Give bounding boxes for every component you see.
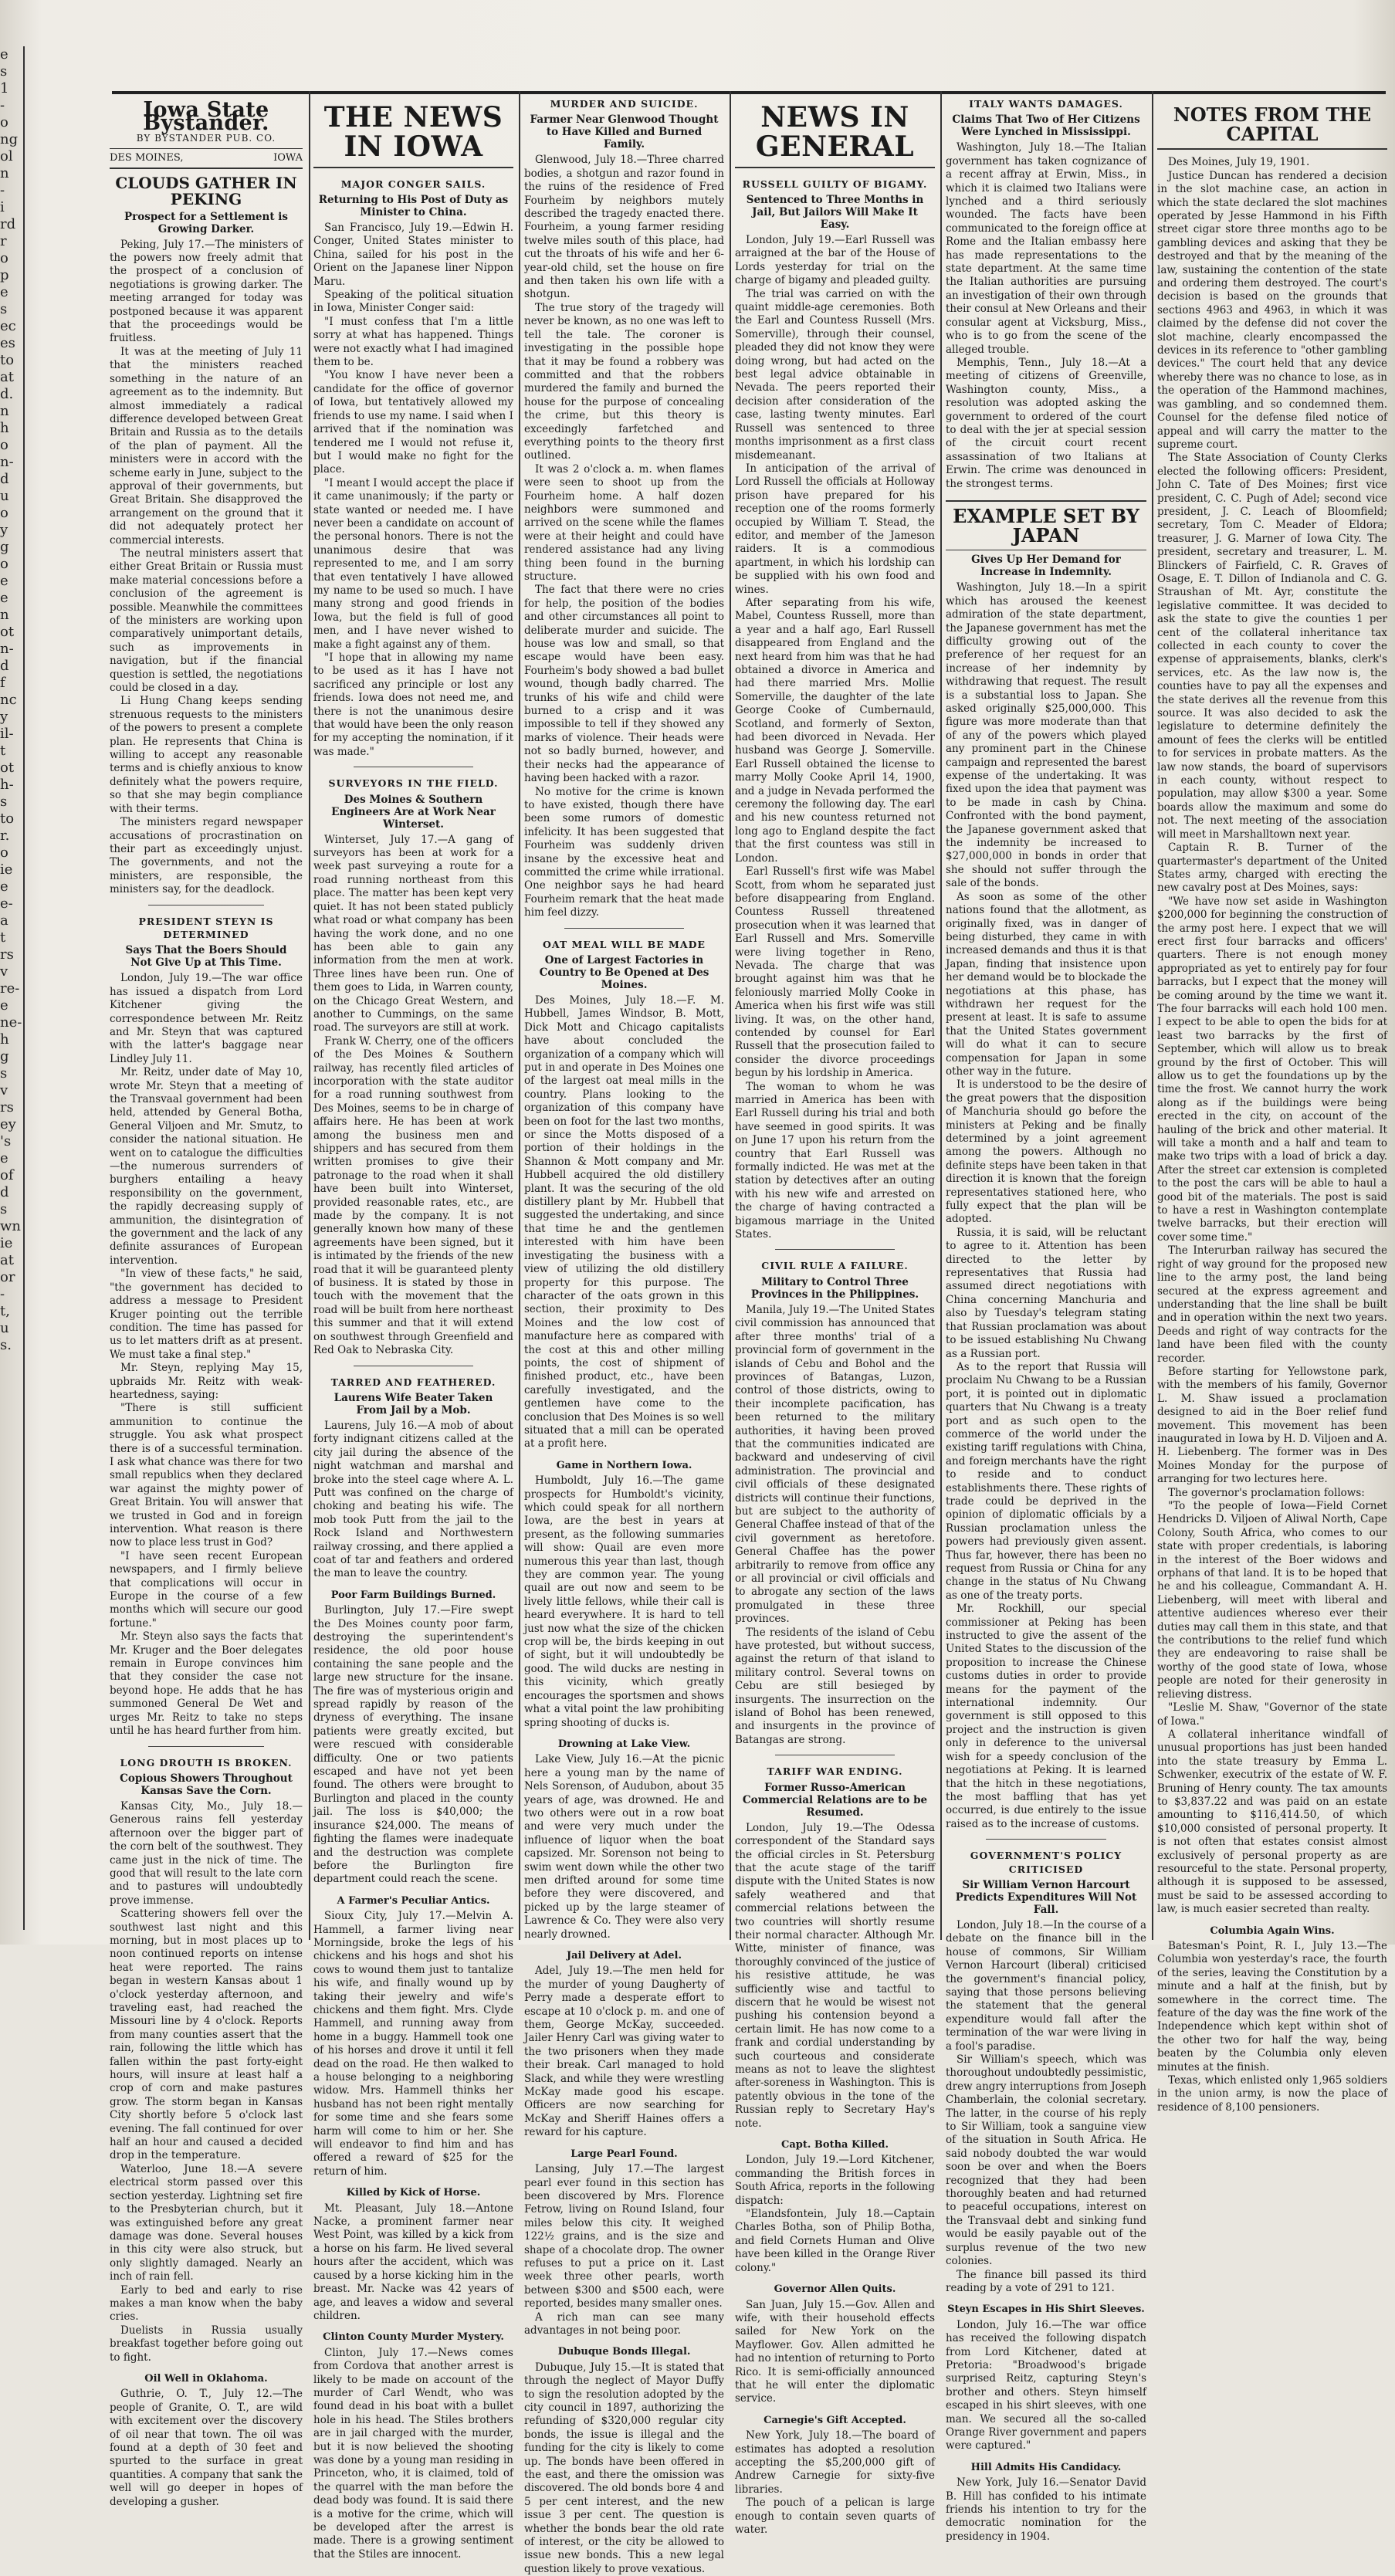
- paragraph: Washington, July 18.—The Italian government has taken cognizance of a recent affray at Erwin, Miss., in which it is claimed two Italians were lynched and a third seriously wounded. The facts have been communicated to the foreign office at Rome and the Italian embassy here has made representations to the state department. At the same time the Italian authorities are pursuing an investigation of their own through their consul at New Orleans and their consular agent at Vicksburg, Miss., who is to go from the scene of the alleged trouble.: [946, 141, 1146, 356]
- edge-fragment: g: [0, 1048, 9, 1065]
- paragraph: Before starting for Yellowstone park, with the members of his family, Governor L. M. Shaw issued a proclamation designed to aid in the Boer relief fund movement. This movement has been inaugurated in Iowa by H. D. Viljoen and A. H. Liebenberg. The former was in Des Moines Monday for the purpose of arranging for two lectures here.: [1157, 1365, 1387, 1486]
- edge-fragment: -: [0, 1286, 5, 1302]
- edge-fragment: n: [0, 165, 9, 181]
- edge-fragment: to: [0, 811, 15, 827]
- headline: MAJOR CONGER SAILS.: [340, 178, 486, 190]
- headline: MURDER AND SUICIDE.: [550, 98, 699, 110]
- headline: Large Pearl Found.: [571, 2148, 678, 2160]
- article-body: [735, 234, 935, 1241]
- paragraph: A rich man can see many advantages in not being poor.: [524, 2310, 724, 2337]
- article-body: [1157, 156, 1387, 1916]
- edge-fragment: rs: [0, 946, 14, 963]
- column-rule: [940, 91, 942, 1940]
- paragraph: Mr. Reitz, under date of May 10, wrote Mr. Steyn that a meeting of the Transvaal government had been held, attended by General Botha, General Viljoen and Mr. Smutz, to consider the national situation. He went on to catalogue the difficulties—the numerous surrenders of burghers entailing a heavy responsibility on the government, the rapidly decreasing supply of ammunition, the disintegration of the government and the lack of any definite assurances of European intervention.: [110, 1066, 303, 1267]
- subhead: Prospect for a Settlement is Growing Darker.: [124, 210, 288, 235]
- divider: [148, 1746, 264, 1747]
- paragraph: "I meant I would accept the place if it came unanimously; if the party or state wanted or needed me. I have never been a candidate on account of the personal honors. There is not the unanimous desire that was represented to me, and I am sorry that even tentatively I have allowed my name to be used so much. I have many strong and good friends in Iowa, but the field is full of good men, and I have never wished to make a fight against any of them.: [313, 476, 513, 651]
- paragraph: It is understood to be the desire of the great powers that the disposition of Manchuria should go before the ministers at Peking and be finally determined by a joint agreement among the powers. Although no definite steps have been taken in that direction it is known that the foreign representatives stationed here, who fully expect that the plan will be adopted.: [946, 1078, 1146, 1226]
- paragraph: Early to bed and early to rise makes a man know when the baby cries.: [110, 2283, 303, 2324]
- headline: Clinton County Murder Mystery.: [323, 2331, 504, 2344]
- column-rule: [730, 91, 731, 1940]
- headline: Steyn Escapes in His Shirt Sleeves.: [947, 2304, 1145, 2316]
- paragraph: As soon as some of the other nations found that the allotment, as originally fixed, was in danger of being disturbed, they came in with increased demands and thus it is that Japan, finding that insistence upon her demand would be to blockade the negotiations at this phase, has withdrawn her request for the present at least. It is safe to assume that the United States government will do what it can to secure compensation for Japan in some other way in the future.: [946, 890, 1146, 1078]
- edge-fragment: a: [0, 912, 8, 929]
- paragraph: London, July 19.—The war office has issued a dispatch from Lord Kitchener giving the correspondence between Mr. Reitz and Mr. Steyn that was captured with the latter's baggage near Lindley July 11.: [110, 972, 303, 1065]
- subhead: Military to Control Three Provinces in the Philippines.: [750, 1275, 919, 1301]
- article-body: [313, 1420, 513, 1581]
- paragraph: Li Hung Chang keeps sending strenuous requests to the ministers of the powers to present a complete plan. He represents that China is willing to accept any reasonable terms and is chiefly anxious to know definitely what the powers require, so that she may begin compliance with their terms.: [110, 695, 303, 815]
- paragraph: Memphis, Tenn., July 18.—At a meeting of citizens of Greenville, Washington county, Miss., a resolution was adopted asking the government to ordered of the court to deal with the jer at special session of the circuit court recent assassination of two Italians at Erwin. The crime was denounced in the strongest terms.: [946, 356, 1146, 490]
- paragraph: Lansing, July 17.—The largest pearl ever found in this section has been discovered by Mrs. Florence Fetrow, living on Round Island, four miles below this city. It weighed 122½ grains, and is the size and shape of a chocolate drop. The owner refuses to put a price on it. Last week three other pearls, worth between $300 and $500 each, were reported, besides many smaller ones.: [524, 2163, 724, 2310]
- paragraph: Texas, which enlisted only 1,965 soldiers in the union army, is now the place of residence of 8,100 pensioners.: [1157, 2074, 1387, 2114]
- article-body: [313, 834, 513, 1358]
- headline: Columbia Again Wins.: [1210, 1924, 1335, 1937]
- paragraph: Mt. Pleasant, July 18.—Antone Nacke, a prominent farmer near West Point, was killed by a kick from a horse on his farm. He lived several hours after the accident, which was caused by a horse kicking him in the breast. Mr. Nacke was 42 years of age, and leaves a widow and several children.: [313, 2202, 513, 2322]
- edge-fragment: t,: [0, 1303, 10, 1319]
- subhead: One of Largest Factories in Country to Be Opened at Des Moines.: [539, 953, 709, 991]
- headline: SURVEYORS IN THE FIELD.: [328, 777, 499, 790]
- paragraph: Burlington, July 17.—Fire swept the Des Moines county poor farm, destroying the superintendent's residence, the old poor house containing the sane people and the large new structure for the insane. The fire was of mysterious origin and spread rapidly by reason of the dryness of everything. The insane patients were greatly excited, but were rescued with considerable difficulty. One or two patients escaped and have not yet been found. The others were brought to Burlington and placed in the county jail. The loss is $40,000; the insurance $24,000. The means of fighting the flames were inadequate and the destruction was complete before the Burlington fire department could reach the scene.: [313, 1604, 513, 1886]
- paragraph: The true story of the tragedy will never be known, as no one was left to tell the tale. The coroner is investigating in the possible hope that it may be found a robbery was committed and that the robbers murdered the family and burned the house for the purpose of concealing the crime, but this theory is exceedingly farfetched and everything points to the theory first outlined.: [524, 301, 724, 462]
- paragraph: The ministers regard newspaper accusations of procrastination on their part as exceedingly unjust. The governments, and not the ministers, are responsible, the ministers say, for the deadlock.: [110, 816, 303, 896]
- edge-fragment: rs: [0, 1099, 14, 1115]
- headline: LONG DROUTH IS BROKEN.: [120, 1756, 293, 1769]
- edge-fragment: e: [0, 46, 8, 63]
- headline: RUSSELL GUILTY OF BIGAMY.: [742, 178, 928, 190]
- paragraph: New York, July 18.—The board of estimates has adopted a resolution accepting the $5,200,000 gift of Andrew Carnegie for sixty-five libraries.: [735, 2429, 935, 2496]
- paragraph: Des Moines, July 19, 1901.: [1168, 156, 1310, 169]
- paragraph: "I have seen recent European newspapers, and I firmly believe that complications will occur in Europe in the course of a few months which will secure our good fortune.": [110, 1549, 303, 1630]
- paragraph: The pouch of a pelican is large enough to contain seven quarts of water.: [735, 2496, 935, 2536]
- article-body: [735, 2154, 935, 2275]
- article-body: [313, 222, 513, 759]
- headline: Game in Northern Iowa.: [556, 1459, 692, 1471]
- subhead: Des Moines & Southern Engineers Are at Work Near Winterset.: [331, 793, 496, 831]
- column-rule: [1152, 91, 1153, 1940]
- edge-fragment: o: [0, 114, 8, 130]
- headline: Capt. Botha Killed.: [781, 2139, 889, 2151]
- paragraph: The Interurban railway has secured the right of way ground for the proposed new line to the army post, the land being secured at the express agreement and understanding that the line shall be built and in operation within the next two years. Deeds and right of way contracts for the land have been filed with the county recorder.: [1157, 1244, 1387, 1365]
- paragraph: London, July 16.—The war office has received the following dispatch from Lord Kitchener, dated at Pretoria: "Broadwood's brigade surprised Reitz, capturing Steyn's brother and others. Steyn himself escaped in his shirt sleeves, with one man. We secured all the so-called Orange River government and papers were captured.": [946, 2318, 1146, 2452]
- headline: A Farmer's Peculiar Antics.: [337, 1894, 490, 1907]
- paragraph: London, July 19.—The Odessa correspondent of the Standard says the official circles in St. Petersburg that the acute stage of the tariff dispute with the United States is now safely weathered and that commercial relations between the two countries will shortly resume their normal character. Although Mr. Witte, minister of finance, was thoroughly convinced of the justice of his resistive attitude, he was sufficiently wise and tactful to discern that he would be wisest not pushing his contension beyond a certain limit. He has now come to a frank and cordial understanding by such courteous and considerate means as not to leave the slightest after-soreness in Washington. This is patently obvious in the tone of the Russian reply to Secretary Hay's note.: [735, 1821, 935, 2130]
- paragraph: Clinton, July 17.—News comes from Cordova that another arrest is likely to be made on account of the murder of Carl Wendt, who was found dead in his boat with a bullet hole in his head. The Stiles brothers are in jail charged with the murder, but it is now believed the shooting was done by a young man residing in Princeton, who, it is claimed, told of the quarrel with the man before the dead body was found. It is said there is a motive for the crime, which will be developed after the arrest is made. There is a growing sentiment that the Stiles are innocent.: [313, 2346, 513, 2561]
- paragraph: "I must confess that I'm a little sorry at what has happened. Things were not exactly what I had imagined them to be.: [313, 315, 513, 369]
- edge-fragment: t: [0, 929, 6, 946]
- paragraph: San Francisco, July 19.—Edwin H. Conger, United States minister to China, sailed for his post in the Orient on the Japanese liner Nippon Maru.: [313, 222, 513, 288]
- article-body: [735, 1304, 935, 1747]
- headline: Poor Farm Buildings Burned.: [330, 1589, 496, 1601]
- column-rule: [309, 91, 310, 1940]
- article-body: [946, 2319, 1146, 2453]
- paragraph: "I hope that in allowing my name to be used as it has I have not sacrificed any principle or lost any friends. Iowa does not need me, and there is not the unanimous desire that would have been the only reason for my accepting the nomination, if it was made.": [313, 652, 513, 758]
- edge-fragment: r.: [0, 828, 10, 844]
- edge-fragment: s.: [0, 1337, 12, 1353]
- subhead: Returning to His Post of Duty as Minister to China.: [318, 194, 509, 218]
- paragraph: The governor's proclamation follows:: [1168, 1486, 1365, 1499]
- article-body: [524, 1965, 724, 2139]
- edge-fragment: f: [0, 675, 5, 691]
- paragraph: A collateral inheritance windfall of unusual proportions has just been handed into the state treasury by Emma L. Schwenker, executrix of the estate of W. F. Bruning of Henry county. The tax amounts to $3,837.22 and was paid on an estate amounting to $116,414.50, of which $10,000 consisted of personal property. It is not often that estates consist almost exclusively of personal property as are resourceful to the state. Personal property, although it is supposed to be assessed, must be said to be assessed according to law, is much easier secreted than realty.: [1157, 1728, 1387, 1916]
- headline: Drowning at Lake View.: [557, 1738, 691, 1750]
- paragraph: Speaking of the political situation in Iowa, Minister Conger said:: [313, 289, 513, 315]
- edge-fragment: -: [0, 97, 5, 113]
- headline: Killed by Kick of Horse.: [346, 2187, 481, 2199]
- edge-fragment: il-: [0, 726, 14, 742]
- edge-fragment: d.: [0, 386, 14, 402]
- paragraph: "In view of these facts," he said, "the government has decided to address a message to President Kruger pointing out the terrible condition. The time has passed for us to let matters drift as at present. We must take a final step.": [110, 1268, 303, 1361]
- edge-fragment: h-: [0, 777, 14, 793]
- paragraph: London, July 18.—In the course of a debate on the finance bill in the house of commons, Sir William Vernon Harcourt (liberal) criticised the government's financial policy, saying that those persons believing the statement that the general expenditure would fall after the termination of the war were living in a fool's paradise.: [946, 1918, 1146, 2053]
- paragraph: Mr. Steyn also says the facts that Mr. Kruger and the Boer delegates remain in Europe convinces him that they consider the case not beyond hope. He adds that he has summoned General De Wet and urges Mr. Reitz to take no steps until he has heard further from him.: [110, 1630, 303, 1738]
- article-body: [1157, 1940, 1387, 2114]
- edge-fragment: o: [0, 437, 8, 453]
- edge-fragment: at: [0, 369, 14, 385]
- paragraph: Scattering showers fell over the southwest last night and this morning, but in most places up to noon continued reports on intense heat were reported. The rains began in western Kansas about 1 o'clock yesterday afternoon, and traveling east, had reached the Missouri line by 4 o'clock. Reports from many counties assert that the rain, following the little which has fallen within the past forty-eight hours, will insure at least half a crop of corn and make pastures grow. The storm began in Kansas City shortly before 5 o'clock last evening. The fall continued for over half an hour and caused a decided drop in the temperature.: [110, 1907, 303, 2162]
- paragraph: London, July 19.—Lord Kitchener, commanding the British forces in South Africa, reports in the following dispatch:: [735, 2154, 935, 2207]
- column-3: [524, 97, 724, 2575]
- headline-news-in-iowa: THE NEWS IN IOWA: [313, 103, 513, 168]
- headline-example-set-by-japan: EXAMPLE SET BY JAPAN: [946, 500, 1146, 550]
- subhead: Gives Up Her Demand for Increase in Indemnity.: [971, 553, 1121, 579]
- edge-fragment: v: [0, 1082, 8, 1098]
- article-body: [735, 2299, 935, 2406]
- edge-fragment: nc: [0, 692, 17, 708]
- edge-fragment: v: [0, 963, 8, 980]
- subhead: Sentenced to Three Months in Jail, But Jailors Will Make It Easy.: [746, 194, 924, 231]
- edge-fragment: s: [0, 794, 8, 810]
- article-body: [524, 994, 724, 1451]
- article-body: [110, 239, 303, 897]
- article-body: [524, 1753, 724, 1941]
- paragraph: "Leslie M. Shaw, "Governor of the state of Iowa.": [1157, 1701, 1387, 1728]
- article-body: [110, 1800, 303, 2364]
- paragraph: Russia, it is said, will be reluctant to agree to it. Attention has been directed to the letter by representatives that Russia had assumed direct negotiations with China concerning Manchuria and also by Tuesday's telegram stating that Russian proclamation was about to be issued establishing Nu Chwang as a Russian port.: [946, 1226, 1146, 1360]
- subhead: Claims That Two of Her Citizens Were Lynched in Mississippi.: [952, 113, 1140, 139]
- paragraph: Frank W. Cherry, one of the officers of the Des Moines & Southern railway, has recently filed articles of incorporation with the state auditor for a road running southwest from Des Moines, seems to be in charge of affairs here. He has been at work among the business men and shippers and has secured from them written promises to give their patronage to the road when it shall have been built into Winterset, provided reasonable rates, etc., are made by the company. It is not generally known how many of these agreements have been signed, but it is intimated by the friends of the new road that it will be guaranteed plenty of business. It is stated by those in touch with the movement that the road will be built from here northeast this summer and that it will extend on southwest through Greenfield and Red Oak to Nebraska City.: [313, 1034, 513, 1357]
- edge-fragment: re-: [0, 980, 20, 997]
- column-rule: [519, 91, 520, 1940]
- paragraph: After separating from his wife, Mabel, Countess Russell, more than a year and a half ago, Earl Russell disappeared from England and the next heard from him was that he had obtained a divorce in America and had there married Mrs. Mollie Somerville, the daughter of the late George Cooke of Cumbernauld, Scotland, and formerly of Sexton, had been divorced in Nevada. Her husband was George J. Somerville. Earl Russell obtained the license to marry Molly Cooke April 14, 1900, and a judge in Nevada performed the ceremony the following day. The earl and his new countess returned not long ago to England despite the fact that the first countess was still in London.: [735, 596, 935, 865]
- headline: Oil Well in Oklahoma.: [144, 2372, 268, 2385]
- edge-fragment: s: [0, 1065, 8, 1082]
- edge-fragment: u: [0, 1320, 9, 1336]
- divider: [564, 928, 684, 929]
- edge-fragment: y: [0, 709, 8, 725]
- edge-fragment: of: [0, 1167, 14, 1183]
- article-body: [524, 1474, 724, 1730]
- article-body: [735, 1822, 935, 2131]
- paragraph: Kansas City, Mo., July 18.—Generous rains fell yesterday afternoon over the bigger part of the corn belt of the southwest. They came just in the nick of time. The good that will result to the late corn and to pastures will undoubtedly prove immense.: [110, 1799, 303, 1907]
- edge-fragment: g: [0, 539, 9, 555]
- edge-fragment: e: [0, 997, 8, 1014]
- paragraph: Lake View, July 16.—At the picnic here a young man by the name of Nels Sorenson, of Audubon, about 35 years of age, was drowned. He and two others were out in a row boat and were very much under the influence of liquor when the boat capsized. Mr. Sorenson not being to swim went down while the other two men drifted around for some time before they were discovered, and picked up by the large steamer of Lawrence & Co. They were also very nearly drowned.: [524, 1753, 724, 1941]
- paragraph: Justice Duncan has rendered a decision in the slot machine case, an action in which the state declared the slot machines operated by Jesse Hammond in his Fifth street cigar store three months ago to be gambling devices and asking that they be destroyed and that by the meaning of the law, sustaining the contention of the state and ordering them destroyed. The court's decision is based on the grounds that sections 4963 and 4963, in which it was claimed by the defense did not cover the slot machine, clearly encompassed the devices in its reference to "other gambling devices." The court held that any device whereby there was no chance to lose, as in the operation of the Hammond machines, was gambling, and so condemned them. Counsel for the defense filed notice of appeal and will carry the matter to the supreme court.: [1157, 169, 1387, 451]
- edge-fragment: 1: [0, 80, 9, 96]
- headline-clouds: CLOUDS GATHER IN PEKING: [115, 173, 297, 208]
- article-body: [946, 2476, 1146, 2544]
- top-rule: [112, 91, 1386, 94]
- article-body: [524, 154, 724, 919]
- headline: OAT MEAL WILL BE MADE: [543, 938, 706, 950]
- edge-fragment: ot: [0, 760, 15, 776]
- paragraph: Captain R. B. Turner of the quartermaster's department of the United States army, charged with erecting the new cavalry post at Des Moines, says:: [1157, 841, 1387, 895]
- paragraph: Waterloo, June 18.—A severe electrical storm passed over this section yesterday. Lightning set fire to the Presbyterian church, but it was extinguished before any great damage was done. Several houses in this city were also struck, but only slightly damaged. Nearly an inch of rain fell.: [110, 2162, 303, 2283]
- edge-fragment: s: [0, 1201, 8, 1217]
- paragraph: Peking, July 17.—The ministers of the powers now freely admit that the prospect of a conclusion of negotiations is growing darker. The meeting arranged for today was postponed because it was apparent that the proceedings would be fruitless.: [110, 238, 303, 345]
- edge-fragment: u: [0, 488, 9, 504]
- column-1: [110, 96, 303, 2508]
- article-body: [946, 581, 1146, 1831]
- article-body: [524, 2163, 724, 2337]
- edge-fragment: e: [0, 573, 8, 589]
- edge-fragment: ey: [0, 1116, 16, 1132]
- paragraph: It was 2 o'clock a. m. when flames were seen to shoot up from the Fourheim home. A half dozen neighbors were summoned and arrived on the scene while the flames were at their height and could have rendered assistance had any living thing been found in the burning structure.: [524, 462, 724, 583]
- subhead: Farmer Near Glenwood Thought to Have Killed and Burned Family.: [530, 113, 719, 151]
- subhead: Says That the Boers Should Not Give Up at This Time.: [125, 944, 287, 970]
- paragraph: Washington, July 18.—In a spirit which has aroused the keenest admiration of the state department, the Japanese government has met the difficulty growing out of the preference of her request for an increase of her indemnity by withdrawing that request. The result is a substantial loss to Japan. She asked originally $25,000,000. This figure was more moderate than that of any of the powers which played any prominent part in the Chinese campaign and represented the barest expense of the undertaking. It was fixed upon the idea that payment was to be made in cash by China. Confronted with the bond payment, the Japanese government asked that the indemnity be increased to $27,000,000 in bonds in order that she should not suffer through the sale of the bonds.: [946, 581, 1146, 890]
- article-body: [313, 1910, 513, 2178]
- edge-fragment: or: [0, 1269, 15, 1285]
- headline-notes-from-the-capital: NOTES FROM THE CAPITAL: [1157, 105, 1387, 150]
- paragraph: Sir William's speech, which was thoroughout undoubtedly pessimistic, drew angry interruptions from Joseph Chamberlain, the colonial secretary. The latter, in the course of his reply to Sir William, took a sanguine view of the situation in South Africa. He said nobody doubted the war would soon be over and when the Boers recognized that they had been thoroughly beaten and had returned to peaceful occupations, interest on the Transvaal debt and sinking fund would be easily payable out of the surplus revenue of the two new colonies.: [946, 2053, 1146, 2268]
- edge-fragment: h: [0, 1031, 9, 1048]
- edge-fragment: d: [0, 658, 9, 674]
- paragraph: Laurens, July 16.—A mob of about forty indignant citizens called at the city jail during the absence of the night watchman and marshal and broke into the steel cage where A. L. Putt was confined on the charge of choking and beating his wife. The mob took Putt from the jail to the Rock Island and Northwestern railway crossing, and there applied a coat of tar and feathers and ordered the man to leave the country.: [313, 1419, 513, 1580]
- headline: Hill Admits His Candidacy.: [970, 2461, 1122, 2473]
- column-6: [1157, 97, 1387, 2114]
- dateline-state: IOWA: [273, 152, 303, 164]
- edge-fragment: wn: [0, 1218, 21, 1234]
- paragraph: Mr. Steyn, replying May 15, upbraids Mr. Reitz with weak-heartedness, saying:: [110, 1362, 303, 1401]
- edge-fragment: o: [0, 505, 8, 521]
- paragraph: Des Moines, July 18.—F. M. Hubbell, James Windsor, B. Mott, Dick Mott and Chicago capitalists have about concluded the organization of a company which will put in and operate in Des Moines one of the largest oat meal mills in the country. Plans looking to the organization of this company have been on foot for the last two months, or since the Motts disposed of a portion of their holdings in the Shannon & Mott company and Mr. Hubbell acquired the old distillery plant. It was the securing of the old distillery plant by Mr. Hubbell that suggested the undertaking, and since that time he and the gentlemen interested with him have been investigating the business with a view of utilizing the old distillery property for this purpose. The character of the oats grown in this section, their proximity to Des Moines and the low cost of manufacture here as compared with the cost at this and other milling points, the cost of shipment of finished product, etc., have been carefully investigated, and the gentlemen have come to the conclusion that Des Moines is so well situated that a mill can be operated at a profit here.: [524, 994, 724, 1450]
- paragraph: San Juan, July 15.—Gov. Allen and wife, with their household effects sailed for New York on the Mayflower. Gov. Allen admitted he had no intention of returning to Porto Rico. It is semi-officially announced that he will enter the diplomatic service.: [735, 2298, 935, 2405]
- paragraph: The residents of the island of Cebu have protested, but without success, against the return of that island to military control. Several towns on Cebu are still besieged by insurgents. The insurrection on the island of Bohol has been renewed, and insurgents in the province of Batangas are strong.: [735, 1626, 935, 1746]
- edge-fragment: e: [0, 878, 8, 895]
- edge-fragment: o: [0, 250, 8, 266]
- edge-fragment: ng: [0, 131, 19, 147]
- article-body: [946, 141, 1146, 491]
- edge-fragment: ec: [0, 318, 16, 334]
- edge-fragment: s: [0, 63, 8, 80]
- dateline-city: DES MOINES,: [110, 152, 184, 164]
- edge-fragment: o: [0, 556, 8, 572]
- masthead: Iowa State Bystander.: [143, 98, 269, 136]
- edge-fragment: -: [0, 182, 5, 198]
- paragraph: The trial was carried on with the quaint middle-age ceremonies. Both the Earl and Countess Russell (Mrs. Somerville), through their counsel, pleaded they did not know they were doing wrong, but had acted on the best legal advice obtainable in Nevada. The peers reported their decision after consideration of the case, lasting twenty minutes. Earl Russell was sentenced to three months imprisonment as a first class misdemeanant.: [735, 287, 935, 462]
- article-body: [313, 2347, 513, 2562]
- paragraph: Glenwood, July 18.—Three charred bodies, a shotgun and razor found in the ruins of the residence of Fred Fourheim by neighbors mutely described the tragedy enacted there. Fourheim, a young farmer residing twelve miles south of this place, had cut the throats of his wife and her 6-year-old child, set the house on fire and then taken his own life with a shotgun.: [524, 154, 724, 301]
- edge-fragment: e: [0, 1150, 8, 1166]
- column-5: [946, 97, 1146, 2543]
- paragraph: Humboldt, July 16.—The game prospects for Humboldt's vicinity, which could speak for all northern Iowa, are the best in years at present, as the following summaries will show: Quail are even more numerous this year than last, though they are common year. The young quail are out now and seem to be lively little fellows, while their call is heard everywhere. It is hard to tell just now what the size of the chicken crop will be, the birds keeping in out of sight, but it will undoubtedly be good. The wild ducks are nesting in this vicinity, which greatly encourages the sportsmen and shows what a vital point the law prohibiting spring shooting of ducks is.: [524, 1474, 724, 1729]
- headline: CIVIL RULE A FAILURE.: [761, 1260, 909, 1272]
- paragraph: Dubuque, July 15.—It is stated that through the neglect of Mayor Duffy to sign the resolution adopted by the city council in 1897, authorizing the refunding of $320,000 regular city bonds, the issue is illegal and the funding for the city is likely to come up. The bonds have been offered in the east, and there the omission was discovered. The old bonds bore 4 and 5 per cent interest, and the new issue 3 per cent. The question is whether the bonds bear the old rate of interest, or the city be allowed to issue new bonds. This a new legal question likely to prove vexatious.: [524, 2361, 724, 2575]
- headline: PRESIDENT STEYN IS DETERMINED: [138, 915, 274, 940]
- paragraph: The neutral ministers assert that either Great Britain or Russia must make material concessions before a conclusion of the agreement is possible. Meanwhile the committees of the ministers are working upon comparatively unimportant details, such as improvements in navigation, but if the financial question is settled, the negotiations could be closed in a day.: [110, 547, 303, 695]
- article-body: [313, 1604, 513, 1887]
- subhead: Copious Showers Throughout Kansas Save the Corn.: [120, 1772, 293, 1797]
- headline-news-in-general: NEWS IN GENERAL: [735, 103, 935, 168]
- article-body: [735, 2429, 935, 2537]
- publisher-line: BY BYSTANDER PUB. CO.: [136, 132, 276, 144]
- edge-fragment: t: [0, 743, 6, 759]
- edge-fragment: at: [0, 1252, 14, 1268]
- paragraph: No motive for the crime is known to have existed, though there have been some rumors of domestic infelicity. It has been suggested that Fourheim was suddenly driven insane by the excessive heat and committed the crime while irrational. One neighbor says he had heard Fourheim remark that the heat made him feel dizzy.: [524, 785, 724, 919]
- paragraph: The finance bill passed its third reading by a vote of 291 to 121.: [946, 2268, 1146, 2294]
- edge-fragment: n: [0, 607, 9, 623]
- edge-fragment: n-: [0, 454, 14, 470]
- headline: TARIFF WAR ENDING.: [767, 1765, 903, 1778]
- edge-fragment: e: [0, 284, 8, 300]
- paragraph: Manila, July 19.—The United States civil commission has announced that after three months' trial of a provincial form of government in the islands of Cebu and Bohol and the provinces of Batangas, Luzon, control of those districts, owing to their incomplete pacification, has been returned to the military authorities, it having been proved that the communities indicated are backward and undeserving of civil administration. The provincial and civil officials of these designated districts will continue their functions, but are subject to the authority of General Chaffee instead of that of the civil government as heretofore. General Chaffee has the power arbitrarily to remove from office any or all provincial or civil officials and to abrogate any section of the laws promulgated in these three provinces.: [735, 1303, 935, 1626]
- edge-fragment: ot: [0, 624, 15, 640]
- article-body: [524, 2361, 724, 2576]
- edge-fragment: d: [0, 1184, 9, 1200]
- edge-fragment: s: [0, 301, 8, 317]
- edge-fragment: e-: [0, 895, 13, 912]
- edge-fragment: n-: [0, 641, 14, 657]
- edge-fragment: p: [0, 267, 9, 283]
- edge-fragment: n: [0, 403, 9, 419]
- paragraph: As to the report that Russia will proclaim Nu Chwang to be a Russian port, it is pointed out in diplomatic quarters that Nu Chwang is a treaty port and as such open to the commerce of the world under the existing tariff regulations with China, and foreign merchants have the right to reside and to conduct establishments there. These rights of trade could be deprived in the opinion of diplomatic officials by a Russian proclamation unless the powers had previously given assent. Thus far, however, there has been no request from Russia or China for any change in the status of Nu Chwang as one of the treaty ports.: [946, 1360, 1146, 1602]
- edge-fragment: d: [0, 471, 9, 487]
- paragraph: "To the people of Iowa—Field Cornet Hendricks D. Viljoen of Aliwal North, Cape Colony, South Africa, who comes to our state with proper credentials, is laboring in the interest of the Boer widows and orphans of that land. It is to be hoped that he and his colleague, Commandant A. H. Liebenberg, will meet with liberal and attentive audiences whereso ever their duties may call them in this state, and that the contributions to the relief fund which they are endeavoring to raise shall be worthy of the good state of Iowa, whose people are noted for their generosity in relieving distress.: [1157, 1500, 1387, 1701]
- edge-fragment: ie: [0, 861, 13, 878]
- article-body: [110, 972, 303, 1738]
- edge-fragment: r: [0, 233, 7, 249]
- headline: Carnegie's Gift Accepted.: [764, 2414, 906, 2426]
- paragraph: Duelists in Russia usually breakfast together before going out to fight.: [110, 2324, 303, 2364]
- divider: [986, 1839, 1106, 1840]
- edge-fragment: h: [0, 420, 9, 436]
- subhead: Sir William Vernon Harcourt Predicts Expenditures Will Not Fall.: [955, 1878, 1137, 1916]
- column-2: [313, 97, 513, 2561]
- column-4: [735, 97, 935, 2536]
- headline: ITALY WANTS DAMAGES.: [969, 98, 1123, 110]
- paragraph: The fact that there were no cries for help, the position of the bodies and other circumstances all point to deliberate murder and suicide. The house was low and small, so that escape would have been easy. Fourheim's body showed a bad bullet wound, though badly charred. The trunks of his wife and child were burned to a crisp and it was impossible to tell if they showed any marks of violence. Their heads were not so badly burned, however, and their necks had the appearance of having been hacked with a razor.: [524, 584, 724, 785]
- headline: Governor Allen Quits.: [774, 2283, 896, 2296]
- paragraph: Earl Russell's first wife was Mabel Scott, from whom he separated just before disappearing from England. Countess Russell threatened prosecution when it was learned that Earl Russell and Mrs. Somerville were living together in Reno, Nevada. The charge that was brought against him was that he feloniously married Molly Cooke in America when his first wife was still living. It was, on the other hand, contended by counsel for Earl Russell that the prosecution failed to consider the divorce proceedings begun by his lordship in America.: [735, 865, 935, 1080]
- paragraph: Guthrie, O. T., July 12.—The people of Granite, O. T., are wild with excitement over the discovery of oil near that town. The oil was found at a depth of 30 feet and spurted to the surface in great quantities. A company that sank the well will go deeper in hopes of developing a gusher.: [110, 2388, 303, 2508]
- paragraph: The woman to whom he was married in America has been with Earl Russell during his trial and both have seemed in good spirits. It was on June 17 upon his return from the country that Earl Russell was formally indicted. He was met at the station by detectives after an outing with his new wife and arrested on the charge of having contracted a bigamous marriage in the United States.: [735, 1080, 935, 1241]
- subhead: Laurens Wife Beater Taken From Jail by a Mob.: [334, 1391, 493, 1417]
- paragraph: The State Association of County Clerks elected the following officers: President, John C. Tate of Des Moines; first vice president, C. C. Pugh of Adel; second vice president, J. C. Leach of Bloomfield; secretary, Tom C. Meader of Eldora; treasurer, J. G. Marner of Iowa City. The president, secretary and treasurer, L. M. Blinckers of Fairfield, C. R. Graves of Osage, E. T. Dillon of Indianola and C. G. Straushan of Mt. Ayr, constitute the legislative committee. It was decided to ask the state to give the counties 1 per cent of the collateral inheritance tax collected in each county to cover the expense of appraisements, blanks, clerk's services, etc. As the law now is, the counties have to pay all the expenses and the state derives all the revenue from this source. It was also decided to ask the legislature to determine definitely the amount of fees the clerks will be entitled to for services in probate matters. As the law now stands, the board of supervisors in each county, without respect to population, may allow $300 a year. Some boards allow the maximum and some do not. The next meeting of the association will meet in Marshalltown next year.: [1157, 452, 1387, 841]
- paragraph: "You know I have never been a candidate for the office of governor of Iowa, but tentatively allowed my friends to use my name. I said when I arrived that if the nomination was tendered me I would not refuse it, but I would make no fight for the place.: [313, 369, 513, 476]
- edge-fragment: ne-: [0, 1014, 22, 1031]
- edge-fragment: o: [0, 845, 8, 861]
- edge-fragment: e: [0, 590, 8, 606]
- edge-fragment: 's: [0, 1133, 12, 1149]
- paragraph: Sioux City, July 17.—Melvin A. Hammell, a farmer living near Morningside, broke the legs of his chickens and his hogs and shot his cows to wound them just to tantalize his wife, and finally wound up by taking their jewelry and wife's chickens and them fight. Mrs. Clyde Hammell, and running away from home in a buggy. Hammell took one of his horses and drove it until it fell dead on the road. He then walked to a house belonging to a neighboring widow. Mrs. Hammell thinks her husband has not been right mentally for some time and she fears some harm will come to him or her. She will endeavor to find him and has offered a reward of $25 for the return of him.: [313, 1910, 513, 2178]
- article-body: [313, 2202, 513, 2324]
- article-body: [946, 1919, 1146, 2295]
- edge-fragment: to: [0, 352, 15, 368]
- edge-fragment: ie: [0, 1235, 13, 1251]
- paragraph: "We have now set aside in Washington $200,000 for beginning the construction of the army post here. I expect that we will erect first four barracks and officers' quarters. There is not enough money appropriated as yet to entirely pay for four barracks, but I expect that the money will be coming around by the time we want it. The four barracks will each hold 100 men. I expect to be able to open the bids for at least two barracks by the first of September, which will allow us to break ground by the first of October. This will allow us to get the foundations up by the time the frost. We cannot hurry the work along as if the buildings were being erected in the city, on account of the hauling of the brick and other material. It will take a month and a half and team to make two trips with a load of brick a day. After the street car extension is completed to the post the cars will be able to haul a good bit of the materials. The post is said to have a rest in Washington contemplate twelve barracks, but their erection will cover some time.": [1157, 895, 1387, 1244]
- paragraph: Winterset, July 17.—A gang of surveyors has been at work for a week past surveying a route for a road running northeast from this place. The matter has been kept very quiet. It has not been stated publicly what road or what company has been having the work done, and no one has been able to gain any information from the men at work. Three lines have been run. One of them goes to Lida, in Warren county, on the Chicago Great Western, and another to Cummings, on the same road. The surveyors are still at work.: [313, 833, 513, 1034]
- edge-fragment: rd: [0, 216, 16, 232]
- headline: TARRED AND FEATHERED.: [330, 1376, 496, 1388]
- adjacent-page-edge: [0, 46, 25, 1930]
- edge-fragment: ol: [0, 148, 13, 164]
- headline: Jail Delivery at Adel.: [566, 1950, 682, 1962]
- paragraph: London, July 19.—Earl Russell was arraigned at the bar of the House of Lords yesterday for trial on the charge of bigamy and pleaded guilty.: [735, 234, 935, 287]
- edge-fragment: i: [0, 199, 5, 215]
- subhead: Former Russo-American Commercial Relations are to be Resumed.: [742, 1781, 928, 1819]
- paragraph: Mr. Rockhill, our special commissioner at Peking has been instructed to give the assent of the United States to the discussion of the proposition to increase the Chinese customs duties in order to provide means for the payment of the international indemnity. Our government is still opposed to this project and the instruction is given only in deference to the universal wish for a speedy conclusion of the negotiations at Peking. It is learned that the hitch in these negotiations, the most baffling that has yet occurred, is due entirely to the issue raised as to the increase of customs.: [946, 1603, 1146, 1830]
- paragraph: New York, July 16.—Senator David B. Hill has confided to his intimate friends his intention to try for the democratic nomination for the presidency in 1904.: [946, 2476, 1146, 2543]
- paragraph: "Elandsfontein, July 18.—Captain Charles Botha, son of Philip Botha, and field Cornets Human and Olive have been killed in the Orange River colony.": [735, 2208, 935, 2274]
- headline: GOVERNMENT'S POLICY CRITICISED: [970, 1850, 1122, 1875]
- paragraph: Batesman's Point, R. I., July 13.—The Columbia won yesterday's race, the fourth of the series, leaving the Constitution by a minute and a half at the finish, but by somewhere in the correct time. The feature of the day was the fine work of the Independence which kept within shot of the other two for half the way, being beaten by the Columbia only eleven minutes at the finish.: [1157, 1940, 1387, 2073]
- paragraph: "There is still sufficient ammunition to continue the struggle. You ask what prospect there is of a successful termination. I ask what chance was there for two small republics when they declared war against the mighty power of Great Britain. You will answer that we trusted in God and in foreign intervention. What reason is there now to place less trust in God?: [110, 1402, 303, 1549]
- headline: Dubuque Bonds Illegal.: [557, 2346, 691, 2358]
- paragraph: It was at the meeting of July 11 that the ministers reached something in the nature of an agreement as to the indemnity. But almost immediately a radical difference developed between Great Britain and Russia as to the details of the plan of payment. All the ministers were in accord with the scheme early in June, subject to the approval of their governments, but Great Britain. She disapproved the arrangement on the ground that it did not adequately protect her commercial interests.: [110, 345, 303, 547]
- divider: [775, 1249, 895, 1250]
- edge-fragment: y: [0, 522, 8, 538]
- dateline: [110, 148, 303, 168]
- paragraph: In anticipation of the arrival of Lord Russell the officials at Holloway prison have prepared for his reception one of the rooms formerly occupied by William T. Stead, the editor, and member of the Jameson raiders. It is a commodious apartment, in which his lordship can be supplied with his own food and wines.: [735, 462, 935, 596]
- article-body: [110, 2388, 303, 2509]
- paragraph: Adel, July 19.—The men held for the murder of young Daugherty of Perry made a desperate effort to escape at 10 o'clock p. m. and one of them, George McKay, succeeded. Jailer Henry Carl was giving water to the two prisoners when they made their break. Carl managed to hold Slack, and while they were wrestling McKay made good his escape. Officers are now searching for McKay and Sheriff Haines offers a reward for his capture.: [524, 1965, 724, 2139]
- edge-fragment: es: [0, 335, 15, 351]
